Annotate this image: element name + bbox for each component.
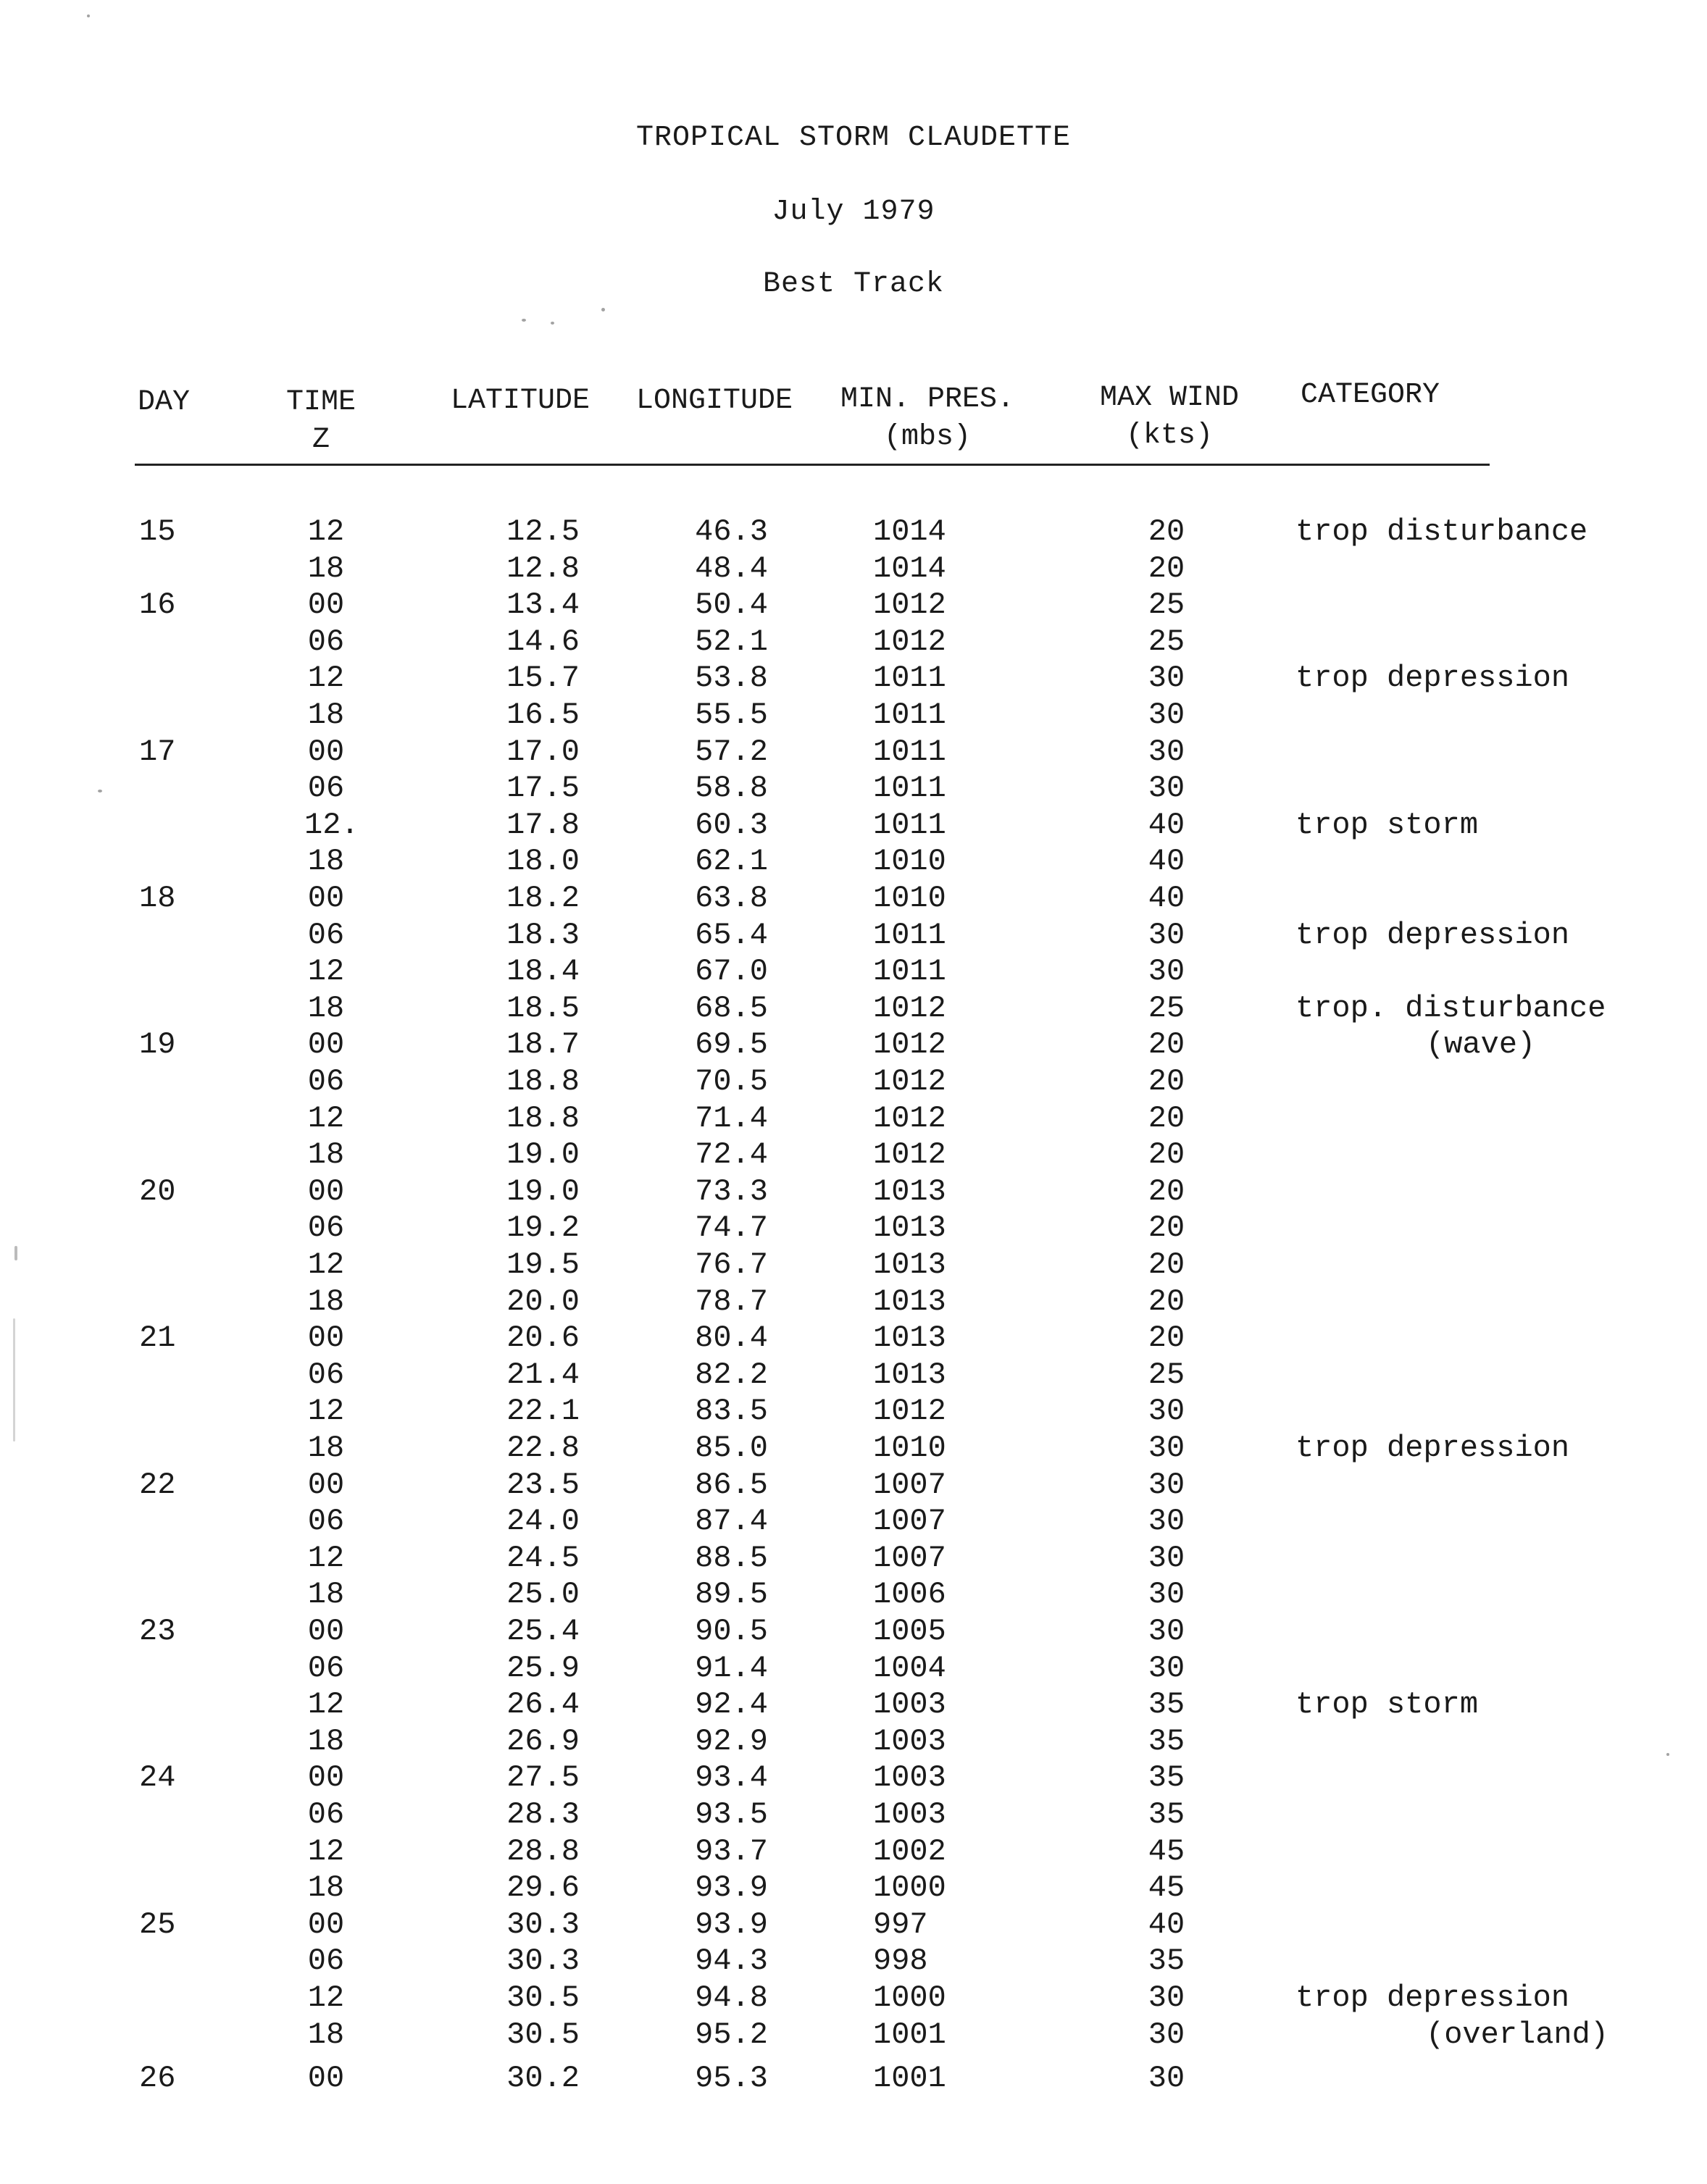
header-max-wind [1100,380,1239,455]
document-title: TROPICAL STORM CLAUDETTE [635,122,1072,154]
cell-latitude: 13.4 [506,587,580,622]
cell-time: 18 [307,1431,345,1465]
cell-day: 22 [139,1468,176,1502]
cell-max-wind: 30 [1148,918,1185,953]
cell-min-pres: 998 [873,1944,928,1978]
cell-max-wind: 30 [1148,2017,1185,2052]
cell-min-pres: 1013 [873,1321,946,1355]
cell-time: 18 [307,991,345,1026]
cell-day: 20 [139,1174,176,1209]
cell-time: 12 [307,1394,345,1428]
cell-min-pres: 1011 [873,698,946,732]
cell-time: 00 [307,1468,345,1502]
cell-max-wind: 35 [1148,1687,1185,1722]
cell-category: trop storm [1295,808,1479,842]
cell-latitude: 12.8 [506,551,580,586]
cell-max-wind: 30 [1148,2061,1185,2096]
cell-latitude: 30.3 [506,1907,580,1942]
cell-time: 00 [307,1321,345,1355]
cell-longitude: 91.4 [695,1651,768,1686]
cell-longitude: 60.3 [695,808,768,842]
scan-speck [13,1318,15,1442]
cell-time: 00 [307,1614,345,1649]
cell-latitude: 25.9 [506,1651,580,1686]
cell-longitude: 92.4 [695,1687,768,1722]
cell-latitude: 24.5 [506,1541,580,1576]
cell-time: 18 [307,1577,345,1612]
cell-min-pres: 997 [873,1907,928,1942]
cell-max-wind: 30 [1148,735,1185,769]
cell-max-wind: 20 [1148,1174,1185,1209]
cell-day: 23 [139,1614,176,1649]
cell-max-wind: 45 [1148,1870,1185,1905]
cell-max-wind: 20 [1148,1027,1185,1062]
cell-longitude: 50.4 [695,587,768,622]
cell-time: 12 [307,1247,345,1282]
cell-longitude: 63.8 [695,881,768,916]
cell-min-pres: 1014 [873,514,946,549]
cell-time: 12. [304,808,359,842]
cell-longitude: 87.4 [695,1504,768,1539]
scan-speck [522,319,526,322]
cell-time: 12 [307,514,345,549]
cell-latitude: 21.4 [506,1357,580,1392]
scan-speck [1666,1753,1669,1756]
cell-min-pres: 1012 [873,1137,946,1172]
cell-min-pres: 1002 [873,1834,946,1869]
cell-longitude: 90.5 [695,1614,768,1649]
cell-day: 19 [139,1027,176,1062]
cell-longitude: 52.1 [695,624,768,659]
cell-min-pres: 1012 [873,991,946,1026]
cell-latitude: 18.8 [506,1101,580,1136]
cell-time: 00 [307,1027,345,1062]
cell-max-wind: 20 [1148,551,1185,586]
scan-speck [601,308,605,311]
cell-longitude: 71.4 [695,1101,768,1136]
cell-min-pres: 1012 [873,1027,946,1062]
cell-time: 06 [307,918,345,953]
cell-min-pres: 1012 [873,587,946,622]
cell-time: 00 [307,735,345,769]
cell-longitude: 57.2 [695,735,768,769]
cell-max-wind: 30 [1148,954,1185,989]
cell-longitude: 85.0 [695,1431,768,1465]
cell-longitude: 94.3 [695,1944,768,1978]
cell-latitude: 17.0 [506,735,580,769]
header-divider [135,464,1490,466]
cell-min-pres: 1011 [873,771,946,806]
cell-max-wind: 30 [1148,661,1185,695]
cell-time: 00 [307,2061,345,2096]
cell-max-wind: 35 [1148,1797,1185,1832]
cell-latitude: 26.9 [506,1724,580,1759]
cell-max-wind: 40 [1148,808,1185,842]
cell-time: 18 [307,844,345,879]
cell-longitude: 46.3 [695,514,768,549]
cell-category: trop depression [1295,918,1570,953]
cell-min-pres: 1014 [873,551,946,586]
cell-latitude: 22.1 [506,1394,580,1428]
header-category: CATEGORY [1301,379,1440,411]
scan-speck [87,14,90,17]
cell-max-wind: 20 [1148,1210,1185,1245]
cell-latitude: 29.6 [506,1870,580,1905]
cell-min-pres: 1012 [873,1064,946,1099]
cell-time: 06 [307,1944,345,1978]
cell-latitude: 28.8 [506,1834,580,1869]
cell-min-pres: 1003 [873,1760,946,1795]
cell-longitude: 95.3 [695,2061,768,2096]
cell-max-wind: 30 [1148,1504,1185,1539]
cell-max-wind: 30 [1148,1394,1185,1428]
cell-longitude: 53.8 [695,661,768,695]
cell-latitude: 22.8 [506,1431,580,1465]
cell-max-wind: 20 [1148,1101,1185,1136]
cell-max-wind: 20 [1148,1247,1185,1282]
document-subtitle: July 1979 [772,196,935,228]
cell-min-pres: 1006 [873,1577,946,1612]
cell-time: 18 [307,1137,345,1172]
cell-max-wind: 35 [1148,1724,1185,1759]
cell-time: 06 [307,1357,345,1392]
cell-longitude: 94.8 [695,1980,768,2015]
cell-max-wind: 35 [1148,1760,1185,1795]
cell-latitude: 15.7 [506,661,580,695]
cell-time: 06 [307,624,345,659]
cell-longitude: 92.9 [695,1724,768,1759]
cell-max-wind: 30 [1148,1468,1185,1502]
header-min-pres [840,381,1014,456]
cell-longitude: 67.0 [695,954,768,989]
cell-max-wind: 45 [1148,1834,1185,1869]
cell-time: 06 [307,1651,345,1686]
cell-category: (overland) [1426,2017,1609,2052]
cell-longitude: 83.5 [695,1394,768,1428]
cell-time: 06 [307,1797,345,1832]
cell-max-wind: 20 [1148,514,1185,549]
cell-category: (wave) [1426,1027,1536,1062]
cell-min-pres: 1007 [873,1504,946,1539]
cell-min-pres: 1011 [873,808,946,842]
cell-min-pres: 1013 [873,1247,946,1282]
cell-max-wind: 20 [1148,1284,1185,1319]
cell-min-pres: 1010 [873,844,946,879]
cell-max-wind: 20 [1148,1321,1185,1355]
cell-time: 00 [307,881,345,916]
cell-time: 12 [307,1980,345,2015]
cell-max-wind: 30 [1148,1541,1185,1576]
cell-min-pres: 1004 [873,1651,946,1686]
cell-max-wind: 30 [1148,1651,1185,1686]
cell-time: 12 [307,1834,345,1869]
cell-longitude: 78.7 [695,1284,768,1319]
cell-time: 18 [307,1870,345,1905]
cell-latitude: 12.5 [506,514,580,549]
cell-latitude: 20.6 [506,1321,580,1355]
cell-time: 12 [307,661,345,695]
cell-time: 18 [307,1284,345,1319]
cell-min-pres: 1000 [873,1870,946,1905]
cell-latitude: 18.5 [506,991,580,1026]
cell-latitude: 25.4 [506,1614,580,1649]
cell-time: 12 [307,954,345,989]
cell-time: 18 [307,1724,345,1759]
cell-time: 18 [307,2017,345,2052]
cell-max-wind: 20 [1148,1137,1185,1172]
cell-min-pres: 1013 [873,1174,946,1209]
cell-latitude: 16.5 [506,698,580,732]
cell-longitude: 65.4 [695,918,768,953]
cell-day: 25 [139,1907,176,1942]
header-time-label: TIME [286,386,356,419]
cell-min-pres: 1007 [873,1541,946,1576]
cell-longitude: 72.4 [695,1137,768,1172]
cell-max-wind: 30 [1148,1577,1185,1612]
cell-category: trop. disturbance [1295,991,1606,1026]
cell-max-wind: 30 [1148,771,1185,806]
cell-longitude: 89.5 [695,1577,768,1612]
cell-min-pres: 1003 [873,1797,946,1832]
cell-latitude: 19.0 [506,1137,580,1172]
cell-latitude: 30.5 [506,1980,580,2015]
cell-longitude: 69.5 [695,1027,768,1062]
header-latitude: LATITUDE [451,385,590,417]
cell-time: 06 [307,1210,345,1245]
cell-category: trop depression [1295,661,1570,695]
cell-latitude: 23.5 [506,1468,580,1502]
cell-latitude: 20.0 [506,1284,580,1319]
cell-max-wind: 30 [1148,698,1185,732]
cell-max-wind: 40 [1148,844,1185,879]
cell-min-pres: 1011 [873,735,946,769]
cell-time: 06 [307,771,345,806]
cell-latitude: 26.4 [506,1687,580,1722]
cell-time: 06 [307,1064,345,1099]
cell-time: 12 [307,1101,345,1136]
cell-day: 15 [139,514,176,549]
header-max-wind-unit: (kts) [1126,419,1214,452]
cell-latitude: 30.5 [506,2017,580,2052]
cell-min-pres: 1012 [873,1101,946,1136]
cell-day: 26 [139,2061,176,2096]
cell-longitude: 86.5 [695,1468,768,1502]
cell-category: trop disturbance [1295,514,1588,549]
cell-longitude: 80.4 [695,1321,768,1355]
cell-latitude: 18.0 [506,844,580,879]
cell-latitude: 17.5 [506,771,580,806]
cell-longitude: 93.5 [695,1797,768,1832]
cell-latitude: 19.2 [506,1210,580,1245]
cell-min-pres: 1011 [873,954,946,989]
cell-min-pres: 1007 [873,1468,946,1502]
cell-longitude: 95.2 [695,2017,768,2052]
cell-min-pres: 1003 [873,1724,946,1759]
cell-longitude: 76.7 [695,1247,768,1282]
cell-longitude: 93.4 [695,1760,768,1795]
cell-max-wind: 40 [1148,881,1185,916]
cell-longitude: 93.7 [695,1834,768,1869]
cell-longitude: 58.8 [695,771,768,806]
scan-speck [551,322,554,325]
cell-max-wind: 25 [1148,587,1185,622]
cell-latitude: 25.0 [506,1577,580,1612]
cell-longitude: 82.2 [695,1357,768,1392]
cell-time: 00 [307,1760,345,1795]
cell-day: 16 [139,587,176,622]
cell-min-pres: 1013 [873,1284,946,1319]
cell-longitude: 88.5 [695,1541,768,1576]
cell-longitude: 70.5 [695,1064,768,1099]
header-day: DAY [138,386,191,419]
scan-speck [98,790,102,792]
cell-latitude: 18.7 [506,1027,580,1062]
cell-latitude: 18.2 [506,881,580,916]
cell-category: trop depression [1295,1980,1570,2015]
cell-latitude: 14.6 [506,624,580,659]
cell-longitude: 68.5 [695,991,768,1026]
cell-min-pres: 1010 [873,881,946,916]
document-subtitle-2: Best Track [762,268,945,301]
scan-speck [14,1246,17,1260]
cell-min-pres: 1005 [873,1614,946,1649]
cell-day: 21 [139,1321,176,1355]
cell-min-pres: 1001 [873,2017,946,2052]
cell-max-wind: 25 [1148,991,1185,1026]
cell-min-pres: 1013 [873,1357,946,1392]
cell-day: 24 [139,1760,176,1795]
cell-latitude: 30.3 [506,1944,580,1978]
cell-time: 18 [307,551,345,586]
cell-latitude: 28.3 [506,1797,580,1832]
cell-longitude: 62.1 [695,844,768,879]
cell-min-pres: 1012 [873,624,946,659]
cell-latitude: 17.8 [506,808,580,842]
cell-max-wind: 25 [1148,1357,1185,1392]
cell-min-pres: 1010 [873,1431,946,1465]
cell-category: trop storm [1295,1687,1479,1722]
cell-min-pres: 1003 [873,1687,946,1722]
cell-latitude: 18.3 [506,918,580,953]
cell-latitude: 18.4 [506,954,580,989]
cell-max-wind: 30 [1148,1980,1185,2015]
cell-category: trop depression [1295,1431,1570,1465]
cell-max-wind: 35 [1148,1944,1185,1978]
cell-time: 00 [307,1174,345,1209]
cell-longitude: 93.9 [695,1870,768,1905]
cell-min-pres: 1012 [873,1394,946,1428]
cell-longitude: 93.9 [695,1907,768,1942]
cell-min-pres: 1013 [873,1210,946,1245]
cell-time: 18 [307,698,345,732]
cell-time: 12 [307,1687,345,1722]
cell-max-wind: 20 [1148,1064,1185,1099]
cell-max-wind: 40 [1148,1907,1185,1942]
cell-time: 06 [307,1504,345,1539]
header-min-pres-unit: (mbs) [884,421,972,453]
header-max-wind-label: MAX WIND [1100,382,1240,414]
cell-latitude: 24.0 [506,1504,580,1539]
cell-time: 00 [307,1907,345,1942]
header-time-unit: Z [312,424,330,456]
cell-latitude: 30.2 [506,2061,580,2096]
cell-min-pres: 1001 [873,2061,946,2096]
cell-day: 17 [139,735,176,769]
cell-min-pres: 1011 [873,661,946,695]
cell-max-wind: 30 [1148,1614,1185,1649]
cell-longitude: 55.5 [695,698,768,732]
cell-latitude: 19.5 [506,1247,580,1282]
cell-latitude: 18.8 [506,1064,580,1099]
cell-longitude: 73.3 [695,1174,768,1209]
header-time [286,384,356,459]
cell-time: 00 [307,587,345,622]
cell-day: 18 [139,881,176,916]
cell-time: 12 [307,1541,345,1576]
cell-min-pres: 1000 [873,1980,946,2015]
cell-max-wind: 25 [1148,624,1185,659]
cell-latitude: 19.0 [506,1174,580,1209]
header-min-pres-label: MIN. PRES. [840,383,1015,416]
cell-min-pres: 1011 [873,918,946,953]
cell-longitude: 48.4 [695,551,768,586]
cell-longitude: 74.7 [695,1210,768,1245]
header-longitude: LONGITUDE [636,385,793,417]
cell-max-wind: 30 [1148,1431,1185,1465]
cell-latitude: 27.5 [506,1760,580,1795]
